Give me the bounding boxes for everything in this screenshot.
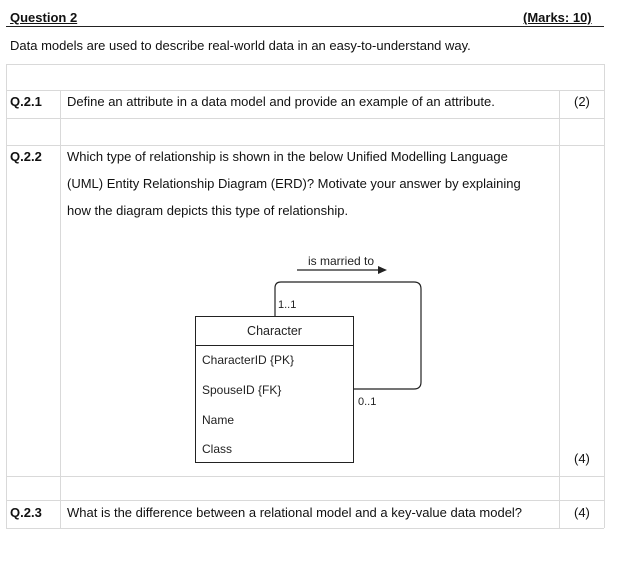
- question-marks: (4): [574, 505, 590, 520]
- question-number: Q.2.1: [10, 94, 42, 109]
- question-text-line: how the diagram depicts this type of relationship.: [67, 203, 349, 218]
- entity-attribute: CharacterID {PK}: [202, 353, 295, 367]
- relationship-arrow-head: [378, 266, 387, 274]
- question-number: Q.2.2: [10, 149, 42, 164]
- entity-name: Character: [247, 324, 302, 338]
- entity-attribute: Class: [202, 442, 233, 456]
- question-text-line: Which type of relationship is shown in the below Unified Modelling Language: [67, 149, 508, 164]
- intro-text: Data models are used to describe real-world data in an easy-to-understand way.: [10, 38, 471, 53]
- multiplicity-right: 0..1: [358, 396, 377, 408]
- marks-total: (Marks: 10): [523, 10, 592, 25]
- multiplicity-top: 1..1: [278, 299, 297, 311]
- question-marks: (2): [574, 94, 590, 109]
- question-marks: (4): [574, 451, 590, 466]
- question-text: What is the difference between a relational model and a key-value data model?: [67, 505, 523, 520]
- question-text: Define an attribute in a data model and provide an example of an attribute.: [67, 94, 495, 109]
- entity-attribute: Name: [202, 413, 235, 427]
- relationship-label: is married to: [308, 254, 375, 268]
- question-text-line: (UML) Entity Relationship Diagram (ERD)? Motivate your answer by explaining: [67, 176, 521, 191]
- question-title: Question 2: [10, 10, 78, 25]
- entity-attribute: SpouseID {FK}: [202, 383, 282, 397]
- question-number: Q.2.3: [10, 505, 42, 520]
